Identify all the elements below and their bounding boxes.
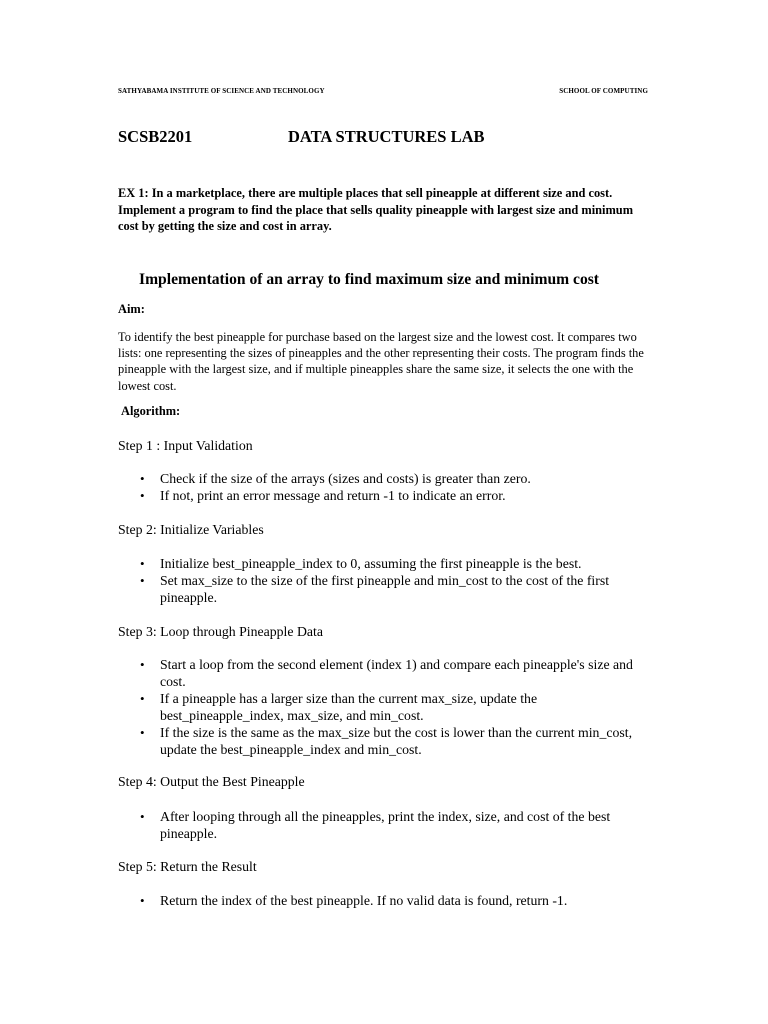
list-item: • Return the index of the best pineapple. If no valid data is found, return -1. (140, 893, 568, 908)
list-item: • If the size is the same as the max_size but the cost is lower than the current min_cost, update the best_pineapple_index and min_cost. (140, 725, 633, 757)
bullet-icon: • (140, 471, 145, 486)
bullet-icon: • (140, 809, 145, 824)
list-item: • Initialize best_pineapple_index to 0, assuming the first pineapple is the best. (140, 556, 582, 571)
bullet-icon: • (140, 573, 145, 588)
aim-text: To identify the best pineapple for purchase based on the largest size and the lowest cost. It compares two lists: one representing the sizes of pineapples and the other representing their costs. The program finds the pineapple with the largest size, and if multiple pineapples share the same size, it selects the one with the lowest cost. (118, 330, 644, 393)
list-item: • Check if the size of the arrays (sizes and costs) is greater than zero. (140, 471, 531, 486)
step-1-list (118, 470, 652, 504)
bullet-icon: • (140, 725, 145, 740)
list-item: • Start a loop from the second element (index 1) and compare each pineapple's size and cost. (140, 657, 633, 689)
step-5-title: Step 5: Return the Result (118, 859, 257, 874)
list-item: • If not, print an error message and return -1 to indicate an error. (140, 488, 506, 503)
step-2-list (118, 555, 652, 606)
list-item: • If a pineapple has a larger size than the current max_size, update the best_pineapple_index, max_size, and min_cost. (140, 691, 538, 723)
step-2-title: Step 2: Initialize Variables (118, 522, 264, 537)
institute-name: SATHYABAMA INSTITUTE OF SCIENCE AND TECHNOLOGY (118, 87, 325, 95)
section-title: Implementation of an array to find maximum size and minimum cost (139, 271, 600, 288)
course-code: SCSB2201 (118, 127, 193, 146)
list-item: • Set max_size to the size of the first pineapple and min_cost to the cost of the first pineapple. (140, 573, 610, 605)
aim-label: Aim: (118, 302, 145, 316)
step-1-title: Step 1 : Input Validation (118, 438, 253, 453)
step-4-list (118, 808, 652, 842)
bullet-icon: • (140, 488, 145, 503)
step-3-title: Step 3: Loop through Pineapple Data (118, 624, 323, 639)
step-3-list (118, 656, 652, 758)
bullet-icon: • (140, 556, 145, 571)
course-name: DATA STRUCTURES LAB (288, 127, 485, 146)
bullet-icon: • (140, 691, 145, 706)
step-5-list (118, 892, 652, 909)
bullet-icon: • (140, 893, 145, 908)
exercise-statement: EX 1: In a marketplace, there are multiple places that sell pineapple at different size and cost. Implement a program to find the place that sells quality pineapple with largest size and minimum cost by getting the size and cost in array. (118, 186, 634, 233)
step-4-title: Step 4: Output the Best Pineapple (118, 774, 305, 789)
algorithm-label: Algorithm: (121, 404, 181, 418)
list-item: • After looping through all the pineapples, print the index, size, and cost of the best pineapple. (140, 809, 611, 841)
bullet-icon: • (140, 657, 145, 672)
school-name: SCHOOL OF COMPUTING (559, 87, 648, 95)
